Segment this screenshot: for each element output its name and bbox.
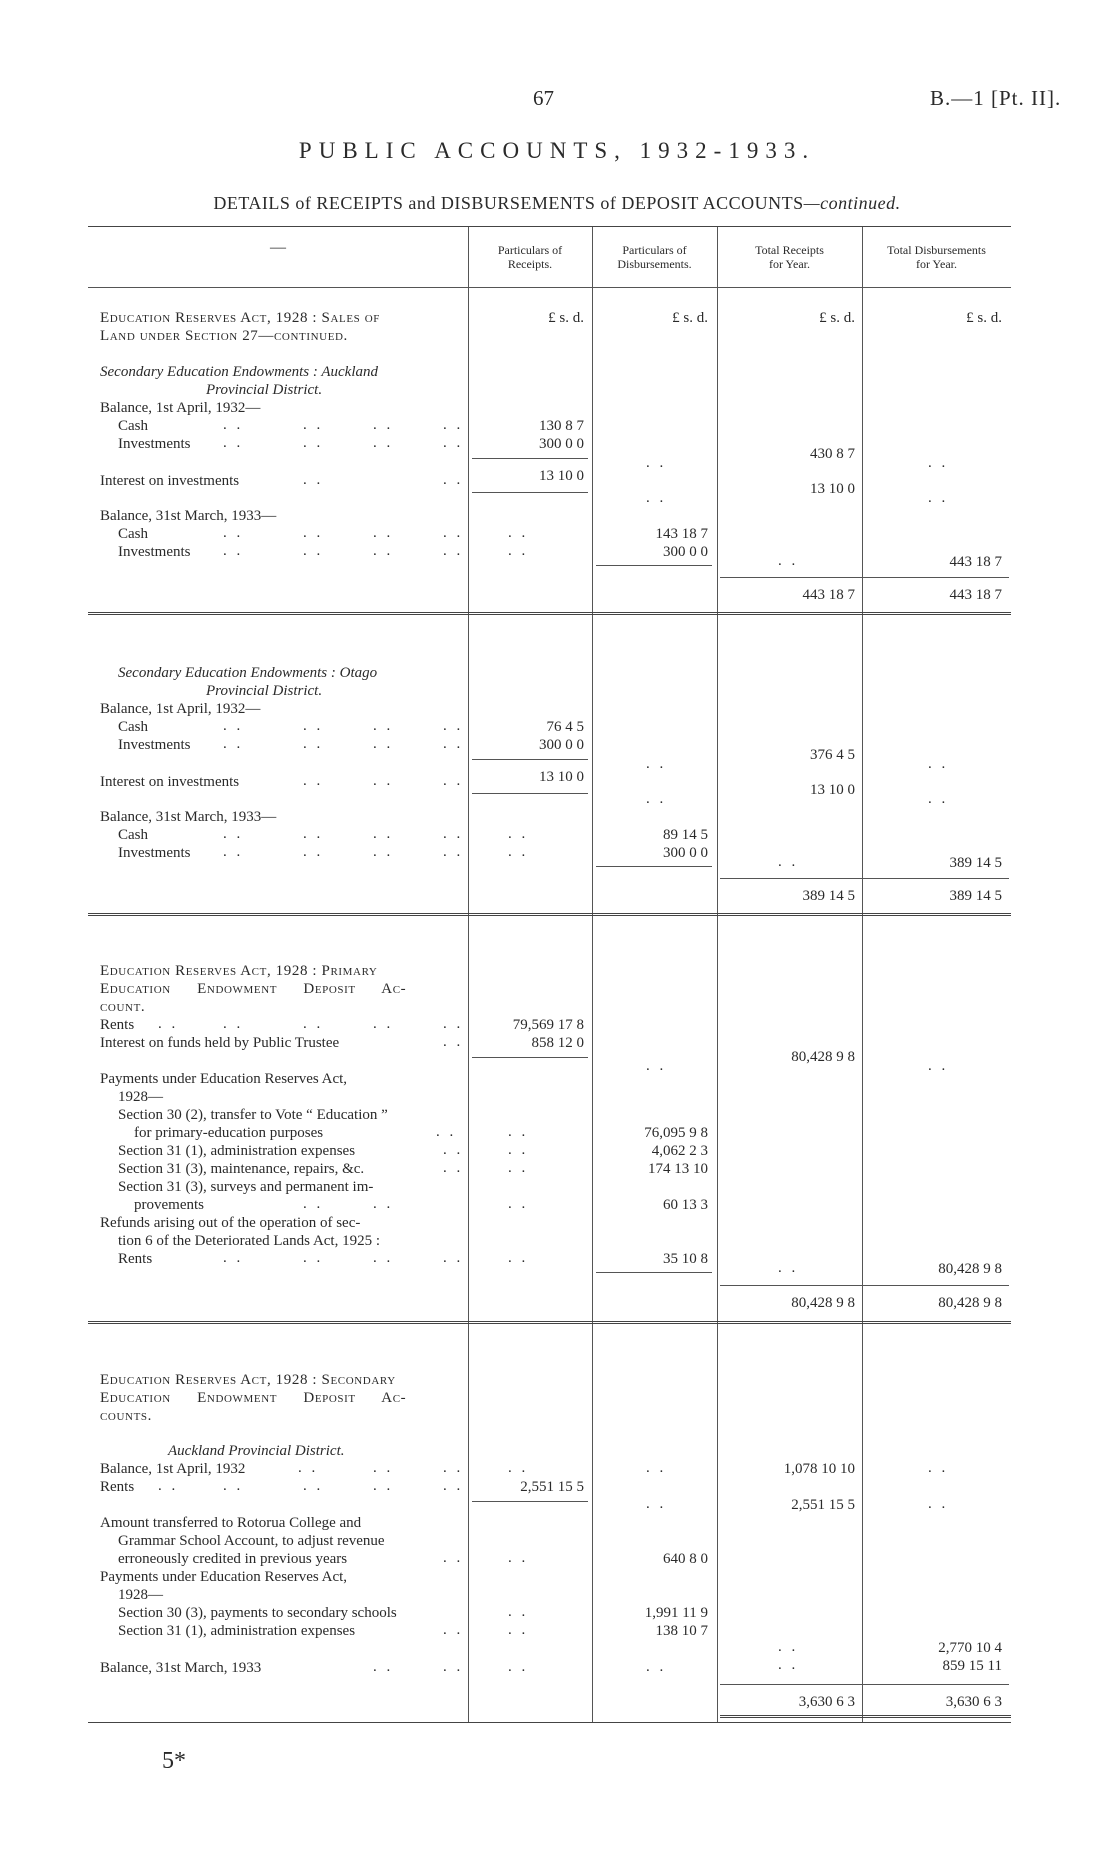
leader-dots: . . [443,543,464,559]
leader-dots: . . [373,417,394,433]
section1-interest: Interest on investments [100,473,240,489]
s4-total-disb-balance: 859 15 11 [942,1658,1002,1674]
currency-label: £ s. d. [966,310,1002,326]
leader-dots: . . [443,417,464,433]
leader-dots: . . [443,1250,464,1266]
leader-dots: . . [443,773,464,789]
leader-dots: . . [646,1496,667,1512]
col-header-receipts [468,243,592,271]
total-rule [720,1684,1009,1685]
leader-dots: . . [373,844,394,860]
section1-investments2: Investments [118,544,191,560]
s3-disb-s30: 76,095 9 8 [644,1125,708,1141]
subtitle-continued: —continued. [803,193,901,213]
leader-dots: . . [223,718,244,734]
s2-grand-total-receipts: 389 14 5 [802,888,855,904]
s3-receipt-rents: 79,569 17 8 [512,1017,584,1033]
s1-receipt-cash: 130 8 7 [539,418,584,434]
leader-dots: . . [508,1460,529,1476]
s2-disb-cash: 89 14 5 [663,827,708,843]
leader-dots: . . [778,1639,799,1655]
leader-dots: . . [443,1460,464,1476]
leader-dots: . . [373,1460,394,1476]
total-rule [720,1285,1009,1286]
leader-dots: . . [303,417,324,433]
leader-dots: . . [373,1659,394,1675]
section3-interest: Interest on funds held by Public Trustee [100,1035,340,1051]
leader-dots: . . [373,1196,394,1212]
s1-total-receipt-balance: 430 8 7 [810,446,855,462]
leader-dots: . . [373,826,394,842]
leader-dots: . . [223,826,244,842]
leader-dots: . . [443,1622,464,1638]
s4-grand-total-disb: 3,630 6 3 [945,1694,1002,1710]
leader-dots: . . [646,791,667,807]
section1-subheading-2: Provincial District. [206,382,323,398]
leader-dots: . . [223,844,244,860]
section2-balance-open: Balance, 1st April, 1932— [100,701,261,717]
col-divider [468,227,469,1722]
col-divider [717,227,718,1722]
section-rule [720,1715,1011,1718]
leader-dots: . . [928,490,949,506]
s4-total-disb-payments: 2,770 10 4 [938,1640,1002,1656]
section3-s31-admin: Section 31 (1), administration expenses [118,1143,356,1159]
section2-subheading-1: Secondary Education Endowments : Otago [118,665,378,681]
section4-amount-3: erroneously credited in previous years [118,1551,348,1567]
section4-balance-close: Balance, 31st March, 1933 [100,1660,262,1676]
col-header-receipts-l1: Particulars of [497,243,563,257]
leader-dots: . . [443,525,464,541]
leader-dots: . . [223,1478,244,1494]
section1-cash: Cash [118,418,148,434]
leader-dots: . . [508,1160,529,1176]
section1-cash2: Cash [118,526,148,542]
s3-grand-total-receipts: 80,428 9 8 [791,1295,855,1311]
leader-dots: . . [303,543,324,559]
s4-grand-total-receipts: 3,630 6 3 [798,1694,855,1710]
section3-heading-1: Education Reserves Act, 1928 : Primary [100,963,378,979]
section3-s31-surveys-2: provements [134,1197,204,1213]
section4-heading-3: counts. [100,1408,152,1424]
leader-dots: . . [928,1496,949,1512]
leader-dots: . . [778,553,799,569]
s2-grand-total-disb: 389 14 5 [949,888,1002,904]
leader-dots: . . [928,1460,949,1476]
leader-dots: . . [158,1478,179,1494]
s1-receipt-interest: 13 10 0 [539,468,584,484]
leader-dots: . . [508,1142,529,1158]
total-rule [720,577,1009,578]
s3-receipt-interest: 858 12 0 [531,1035,584,1051]
section4-s30: Section 30 (3), payments to secondary schools [118,1605,397,1621]
leader-dots: . . [928,1058,949,1074]
leader-dots: . . [646,455,667,471]
leader-dots: . . [508,1659,529,1675]
leader-dots: . . [443,472,464,488]
total-rule [720,878,1009,879]
leader-dots: . . [778,1260,799,1276]
leader-dots: . . [508,844,529,860]
leader-dots: . . [646,756,667,772]
col-divider [592,227,593,1722]
section3-payments-2: 1928— [118,1089,163,1105]
section3-refunds-2: tion 6 of the Deteriorated Lands Act, 1925 : [118,1233,381,1249]
col-header-disbursements [592,243,717,271]
leader-dots: . . [646,1058,667,1074]
s2-receipt-interest: 13 10 0 [539,769,584,785]
col-header-disb-l1: Particulars of [622,243,687,257]
s3-total-disb-year: 80,428 9 8 [938,1261,1002,1277]
s3-disb-s31-admin: 4,062 2 3 [651,1143,708,1159]
col-header-total-disbursements [862,243,1011,271]
leader-dots: . . [373,543,394,559]
leader-dots: . . [223,1250,244,1266]
col-header-receipts-l2: Receipts. [507,257,553,271]
section2-investments: Investments [118,737,191,753]
section2-investments2: Investments [118,845,191,861]
s4-disb-s30: 1,991 11 9 [644,1605,708,1621]
section3-refunds-3: Rents [118,1251,153,1267]
section4-subheading: Auckland Provincial District. [168,1443,345,1459]
leader-dots: . . [443,1016,464,1032]
section3-s31-surveys-1: Section 31 (3), surveys and permanent im- [118,1179,374,1195]
leader-dots: . . [303,826,324,842]
section3-s30-2: for primary-education purposes [134,1125,324,1141]
section2-cash2: Cash [118,827,148,843]
leader-dots: . . [303,773,324,789]
section2-cash: Cash [118,719,148,735]
subtotal-rule [472,458,588,459]
s4-disb-s31: 138 10 7 [655,1623,708,1639]
leader-dots: . . [373,435,394,451]
leader-dots: . . [303,1016,324,1032]
section2-balance-close: Balance, 31st March, 1933— [100,809,277,825]
col-header-disb-l2: Disbursements. [617,257,692,271]
s1-disb-cash: 143 18 7 [655,526,708,542]
subtotal-rule [472,1057,588,1058]
page-title: PUBLIC ACCOUNTS, 1932-1933. [298,138,816,163]
leader-dots: . . [303,1196,324,1212]
leader-dots: . . [443,435,464,451]
accounts-table [88,226,1011,1723]
leader-dots: . . [223,435,244,451]
subtotal-rule [472,759,588,760]
section2-interest: Interest on investments [100,774,240,790]
leader-dots: . . [646,490,667,506]
leader-dots: . . [373,1478,394,1494]
leader-dots: . . [223,543,244,559]
leader-dots: . . [443,826,464,842]
section1-balance-open: Balance, 1st April, 1932— [100,400,261,416]
s1-grand-total-disb: 443 18 7 [949,587,1002,603]
s2-receipt-cash: 76 4 5 [546,719,584,735]
s2-disb-investments: 300 0 0 [663,845,708,861]
leader-dots: . . [373,1250,394,1266]
col-header-totdisb-l1: Total Disbursements [887,243,986,257]
leader-dots: . . [303,435,324,451]
leader-dots: . . [508,1196,529,1212]
s1-total-receipt-interest: 13 10 0 [810,481,855,497]
leader-dots: . . [303,718,324,734]
section1-balance-close: Balance, 31st March, 1933— [100,508,277,524]
leader-dots: . . [443,1550,464,1566]
subtotal-rule [596,1272,712,1273]
leader-dots: . . [303,1250,324,1266]
currency-label: £ s. d. [548,310,584,326]
leader-dots: . . [928,791,949,807]
leader-dots: . . [223,736,244,752]
s2-receipt-investments: 300 0 0 [539,737,584,753]
section3-s31-maint: Section 31 (3), maintenance, repairs, &c. [118,1161,365,1177]
leader-dots: . . [508,543,529,559]
col-header-totrec-l2: for Year. [769,257,810,271]
section4-payments-2: 1928— [118,1587,163,1603]
leader-dots: . . [646,1659,667,1675]
leader-dots: . . [508,1604,529,1620]
leader-dots: . . [303,844,324,860]
leader-dots: . . [443,844,464,860]
section4-amount-1: Amount transferred to Rotorua College and [100,1515,362,1531]
section4-amount-2: Grammar School Account, to adjust revenue [118,1533,385,1549]
leader-dots: . . [646,1460,667,1476]
section3-refunds-1: Refunds arising out of the operation of sec- [100,1215,361,1231]
s3-disb-s31-surveys: 60 13 3 [663,1197,708,1213]
section3-s30-1: Section 30 (2), transfer to Vote “ Education ” [118,1107,388,1123]
leader-dots: . . [303,1478,324,1494]
section4-balance-open: Balance, 1st April, 1932 [100,1461,246,1477]
s1-disb-investments: 300 0 0 [663,544,708,560]
subtotal-rule [596,565,712,566]
s4-total-receipt-rents: 2,551 15 5 [791,1497,855,1513]
section1-investments: Investments [118,436,191,452]
leader-dots: . . [443,1142,464,1158]
section-rule [88,612,1011,615]
page-number: 67 [533,86,554,110]
leader-dots: . . [298,1460,319,1476]
leader-dots: . . [443,718,464,734]
leader-dots: . . [373,1016,394,1032]
s3-total-receipts-year: 80,428 9 8 [791,1049,855,1065]
subtotal-rule [472,492,588,493]
subtotal-rule [472,1501,588,1502]
s3-disb-s31-maint: 174 13 10 [648,1161,708,1177]
subtotal-rule [596,866,712,867]
s4-total-receipt-balance: 1,078 10 10 [783,1461,855,1477]
leader-dots: . . [778,1657,799,1673]
currency-label: £ s. d. [819,310,855,326]
s4-receipt-rents: 2,551 15 5 [520,1479,584,1495]
s2-total-receipt-interest: 13 10 0 [810,782,855,798]
leader-dots: . . [373,718,394,734]
leader-dots: . . [508,1124,529,1140]
col-header-totdisb-l2: for Year. [916,257,957,271]
s3-grand-total-disb: 80,428 9 8 [938,1295,1002,1311]
leader-dots: . . [223,525,244,541]
leader-dots: . . [158,1016,179,1032]
header-rule [88,287,1011,288]
section3-heading-3: count. [100,999,146,1015]
leader-dots: . . [223,417,244,433]
leader-dots: . . [436,1124,457,1140]
leader-dots: . . [508,1622,529,1638]
leader-dots: . . [223,1016,244,1032]
col-header-description: — [270,239,286,256]
section-rule [88,1321,1011,1324]
s4-disb-amount: 640 8 0 [663,1551,708,1567]
subtotal-rule [472,793,588,794]
s1-total-disb-balance: 443 18 7 [949,554,1002,570]
leader-dots: . . [443,1034,464,1050]
leader-dots: . . [443,1478,464,1494]
leader-dots: . . [778,854,799,870]
section3-payments-1: Payments under Education Reserves Act, [100,1071,348,1087]
subtitle-main: DETAILS of RECEIPTS and DISBURSEMENTS of DEPOSIT ACCOUNTS [213,193,804,213]
page-subtitle [0,193,1114,214]
leader-dots: . . [303,472,324,488]
section3-rents: Rents [100,1017,135,1033]
section3-heading-2: Education Endowment Deposit Ac- [100,981,407,997]
currency-label: £ s. d. [672,310,708,326]
leader-dots: . . [508,826,529,842]
col-header-totrec-l1: Total Receipts [755,243,824,257]
leader-dots: . . [373,736,394,752]
leader-dots: . . [373,773,394,789]
s2-total-receipt-balance: 376 4 5 [810,747,855,763]
leader-dots: . . [443,1659,464,1675]
leader-dots: . . [373,525,394,541]
leader-dots: . . [928,756,949,772]
section1-heading-1: Education Reserves Act, 1928 : Sales of [100,310,380,326]
section4-s31: Section 31 (1), administration expenses [118,1623,356,1639]
section4-heading-2: Education Endowment Deposit Ac- [100,1390,407,1406]
leader-dots: . . [508,1250,529,1266]
section4-payments-1: Payments under Education Reserves Act, [100,1569,348,1585]
section-rule [88,913,1011,916]
leader-dots: . . [508,1550,529,1566]
s2-total-disb-balance: 389 14 5 [949,855,1002,871]
leader-dots: . . [508,525,529,541]
col-header-total-receipts [717,243,862,271]
section4-heading-1: Education Reserves Act, 1928 : Secondary [100,1372,396,1388]
page-reference: B.—1 [Pt. II]. [930,86,1062,110]
section2-subheading-2: Provincial District. [206,683,323,699]
s1-receipt-investments: 300 0 0 [539,436,584,452]
s1-grand-total-receipts: 443 18 7 [802,587,855,603]
section1-subheading-1: Secondary Education Endowments : Auckland [100,364,378,380]
footnote-marker: 5* [162,1748,186,1774]
leader-dots: . . [443,736,464,752]
col-divider [862,227,863,1722]
section1-heading-2: Land under Section 27—continued. [100,328,348,344]
leader-dots: . . [303,525,324,541]
leader-dots: . . [928,455,949,471]
section4-rents: Rents [100,1479,135,1495]
leader-dots: . . [443,1160,464,1176]
leader-dots: . . [303,736,324,752]
s3-disb-refunds: 35 10 8 [663,1251,708,1267]
